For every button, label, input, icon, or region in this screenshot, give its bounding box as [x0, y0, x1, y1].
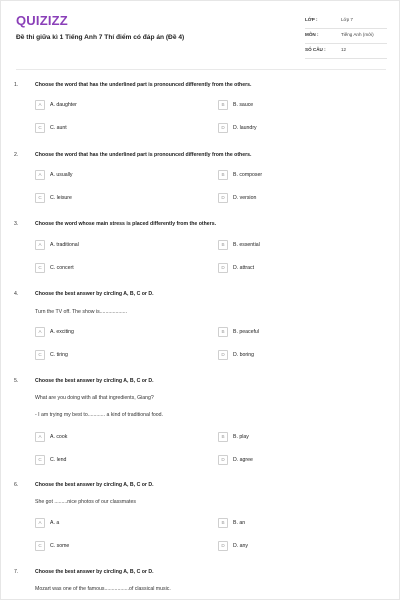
option-text: C. aunt [50, 125, 67, 131]
option-letter: C [38, 125, 42, 130]
option-letter: D [221, 457, 225, 462]
meta-row-count [305, 44, 387, 59]
question-number: 4. [14, 291, 19, 297]
option-letter: D [221, 195, 225, 200]
question-text: Choose the word that has the underlined part is pronounced differently from the others. [35, 152, 252, 158]
meta-info [305, 14, 387, 59]
meta-value: Tiếng Anh (mới) [341, 32, 374, 37]
document-title: Đề thi giữa kì 1 Tiếng Anh 7 Thí điểm có đáp án (Đề 4) [16, 34, 185, 41]
question-text: Choose the best answer by circling A, B, C or D. [35, 378, 154, 384]
option-text: B. sauce [233, 102, 254, 108]
option-letter: C [38, 352, 42, 357]
option-letter: C [38, 265, 42, 270]
option-text: C. lend [50, 457, 67, 463]
question-number: 6. [14, 482, 19, 488]
option-text: B. peaceful [233, 329, 259, 335]
question-number: 2. [14, 152, 19, 158]
question-prompt: - I am trying my best to............ a kind of traditional food. [35, 412, 164, 418]
option-letter: B [221, 242, 225, 247]
option-letter: A [38, 102, 42, 107]
meta-label: LỚP : [305, 17, 318, 22]
option-text: A. usually [50, 172, 73, 178]
question-number: 5. [14, 378, 19, 384]
option-letter: A [38, 434, 42, 439]
option-text: A. cook [50, 434, 68, 440]
option-text: B. an [233, 520, 246, 526]
meta-row-subject [305, 29, 387, 44]
meta-value: Lớp 7 [341, 17, 353, 22]
question-prompt: She got .........nice photos of our classmates [35, 499, 136, 505]
option-text: D. agree [233, 457, 253, 463]
question-number: 1. [14, 82, 19, 88]
meta-value: 12 [341, 47, 347, 52]
question-text: Choose the best answer by circling A, B, C or D. [35, 291, 154, 297]
question-text: Choose the best answer by circling A, B, C or D. [35, 482, 154, 488]
option-letter: C [38, 457, 42, 462]
meta-label: MÔN : [305, 32, 319, 37]
option-letter: A [38, 520, 42, 525]
question-text: Choose the best answer by circling A, B, C or D. [35, 569, 154, 575]
question-number: 3. [14, 221, 19, 227]
option-text: A. a [50, 520, 60, 526]
header-divider [16, 69, 386, 70]
quizizz-logo: QUIZIZZ [16, 13, 68, 28]
option-letter: D [221, 265, 225, 270]
option-letter: C [38, 195, 42, 200]
option-text: B. essential [233, 242, 260, 248]
option-letter: B [221, 520, 225, 525]
option-letter: D [221, 125, 225, 130]
option-text: D. attract [233, 265, 255, 271]
option-text: D. version [233, 195, 257, 201]
question-prompt: Mozart was one of the famous.................of classical music. [35, 586, 171, 592]
question-text: Choose the word that has the underlined part is pronounced differently from the others. [35, 82, 252, 88]
option-letter: B [221, 102, 225, 107]
option-text: C. tiring [50, 352, 68, 358]
question-text: Choose the word whose main stress is placed differently from the others. [35, 221, 217, 227]
option-letter: D [221, 352, 225, 357]
option-letter: C [38, 543, 42, 548]
meta-label: SỐ CÂU : [305, 47, 326, 52]
option-text: D. any [233, 543, 248, 549]
meta-row-class [305, 14, 387, 29]
option-text: D. laundry [233, 125, 257, 131]
option-letter: B [221, 434, 225, 439]
question-prompt: What are you doing with all that ingredients, Giang? [35, 395, 154, 401]
option-text: A. exciting [50, 329, 74, 335]
option-letter: B [221, 172, 225, 177]
option-text: C. leisure [50, 195, 72, 201]
option-text: A. traditional [50, 242, 79, 248]
option-text: B. play [233, 434, 249, 440]
option-text: B. composer [233, 172, 263, 178]
option-text: A. daughter [50, 102, 77, 108]
option-letter: A [38, 329, 42, 334]
option-letter: A [38, 242, 42, 247]
option-text: D. boring [233, 352, 255, 358]
option-letter: A [38, 172, 42, 177]
option-letter: B [221, 329, 225, 334]
question-prompt: Turn the TV off. The show is................... [35, 309, 128, 315]
option-letter: D [221, 543, 225, 548]
option-text: C. concert [50, 265, 74, 271]
question-number: 7. [14, 569, 19, 575]
option-text: C. some [50, 543, 70, 549]
